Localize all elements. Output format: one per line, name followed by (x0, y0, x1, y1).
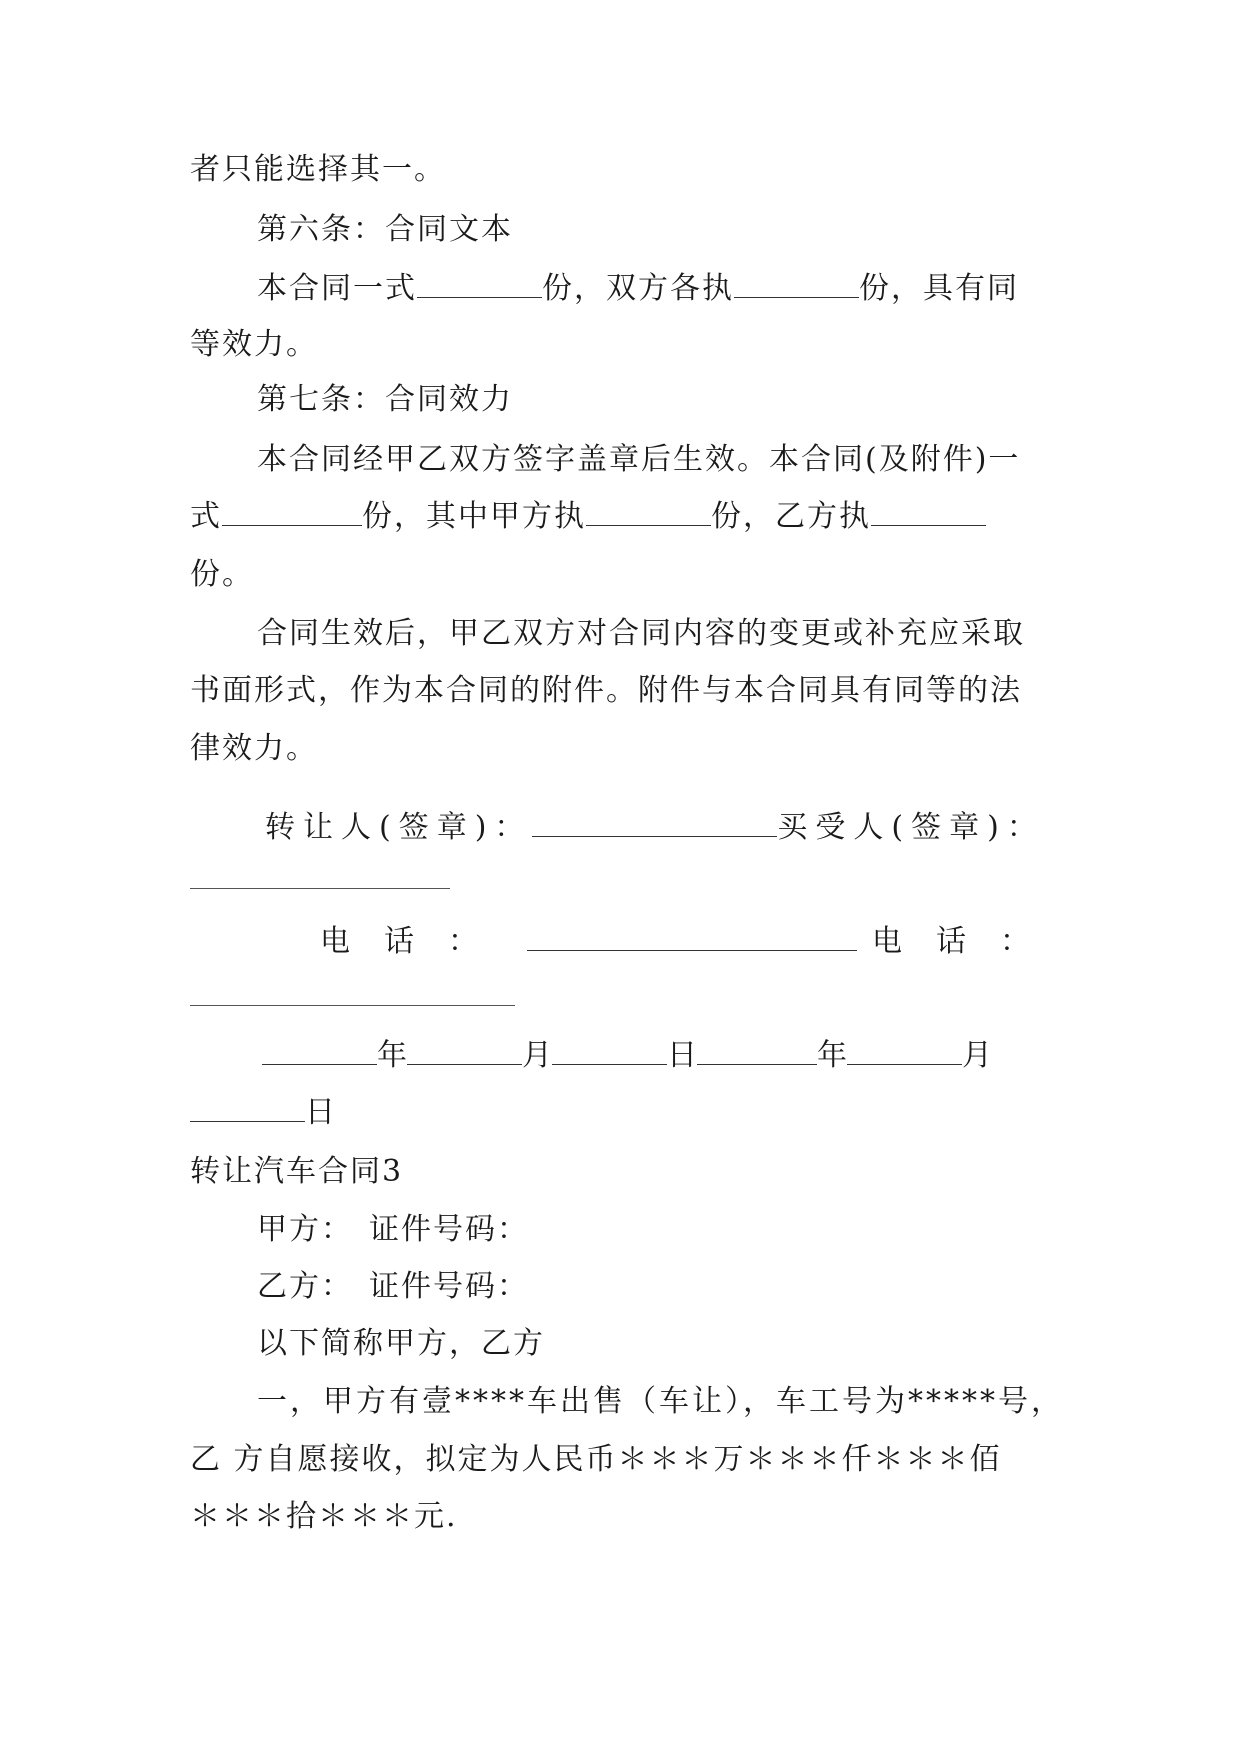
id-number-label: 证件号码： (369, 1212, 529, 1247)
party-a-label: 甲方： (257, 1212, 353, 1247)
text: 本合同经甲乙双方签字盖章后生效。本合同(及附件)一 (257, 442, 1021, 477)
text: 本合同一式 (257, 271, 417, 306)
text: 日 (305, 1095, 335, 1130)
text: 月 (962, 1038, 992, 1073)
text-line (190, 497, 986, 537)
party-b-line (257, 1267, 529, 1307)
signature-line (265, 808, 1045, 848)
text-line (257, 1324, 545, 1364)
phone-label: 电话： (320, 924, 512, 959)
text-line (190, 671, 1022, 711)
buyer-label: 买受人(签章)： (777, 810, 1045, 845)
blank-field (532, 808, 777, 837)
blank-field (417, 269, 542, 298)
text: 第六条：合同文本 (257, 212, 513, 247)
blank-field (222, 497, 362, 526)
text: 份，乙方执 (711, 499, 871, 534)
blank-field (527, 922, 857, 951)
text-line (190, 1497, 458, 1537)
text: 等效力。 (190, 327, 318, 362)
text: 份。 (190, 557, 254, 592)
party-a-line (257, 1210, 529, 1250)
text: 第七条：合同效力 (257, 382, 513, 417)
text: 月 (522, 1038, 552, 1073)
article-heading (257, 210, 513, 250)
transferor-label: 转让人(签章)： (265, 810, 533, 845)
text: ＊＊＊拾＊＊＊元. (190, 1499, 458, 1534)
date-line (190, 1093, 335, 1133)
phone-label: 电话： (872, 924, 1064, 959)
text: 合同生效后，甲乙双方对合同内容的变更或补充应采取 (257, 616, 1025, 651)
blank-field (552, 1036, 667, 1065)
blank-field (586, 497, 711, 526)
text: 年 (817, 1038, 847, 1073)
text-line (190, 1440, 1002, 1480)
text: 乙 方自愿接收，拟定为人民币＊＊＊万＊＊＊仟＊＊＊佰 (190, 1442, 1002, 1477)
text: 份，双方各执 (542, 271, 734, 306)
date-line (262, 1036, 992, 1076)
text: 年 (377, 1038, 407, 1073)
phone-line (320, 922, 1064, 962)
article-heading (257, 380, 513, 420)
section-title (190, 1152, 403, 1192)
blank-field (190, 1093, 305, 1122)
blank-field (262, 1036, 377, 1065)
text: 以下简称甲方，乙方 (257, 1326, 545, 1361)
blank-field (190, 1005, 515, 1006)
text-line (190, 555, 254, 595)
text-line (190, 325, 318, 365)
blank-field (847, 1036, 962, 1065)
text-line (257, 269, 1019, 309)
party-b-label: 乙方： (257, 1269, 353, 1304)
blank-field (407, 1036, 522, 1065)
text: 者只能选择其一。 (190, 152, 446, 187)
text-line (257, 614, 1025, 654)
blank-field (871, 497, 986, 526)
id-number-label: 证件号码： (369, 1269, 529, 1304)
text-line (190, 729, 318, 769)
text: 式 (190, 499, 222, 534)
text-line (257, 1382, 1064, 1422)
blank-field (734, 269, 859, 298)
text: 律效力。 (190, 731, 318, 766)
blank-field (697, 1036, 817, 1065)
text: 转让汽车合同3 (190, 1154, 404, 1189)
text: 书面形式，作为本合同的附件。附件与本合同具有同等的法 (190, 673, 1022, 708)
text: 日 (667, 1038, 697, 1073)
text-line (257, 440, 1020, 480)
blank-field (190, 888, 450, 889)
text-line (190, 150, 446, 190)
text: 一，甲方有壹****车出售（车让），车工号为*****号， (257, 1384, 1064, 1419)
text: 份，具有同 (859, 271, 1019, 306)
text: 份，其中甲方执 (362, 499, 586, 534)
